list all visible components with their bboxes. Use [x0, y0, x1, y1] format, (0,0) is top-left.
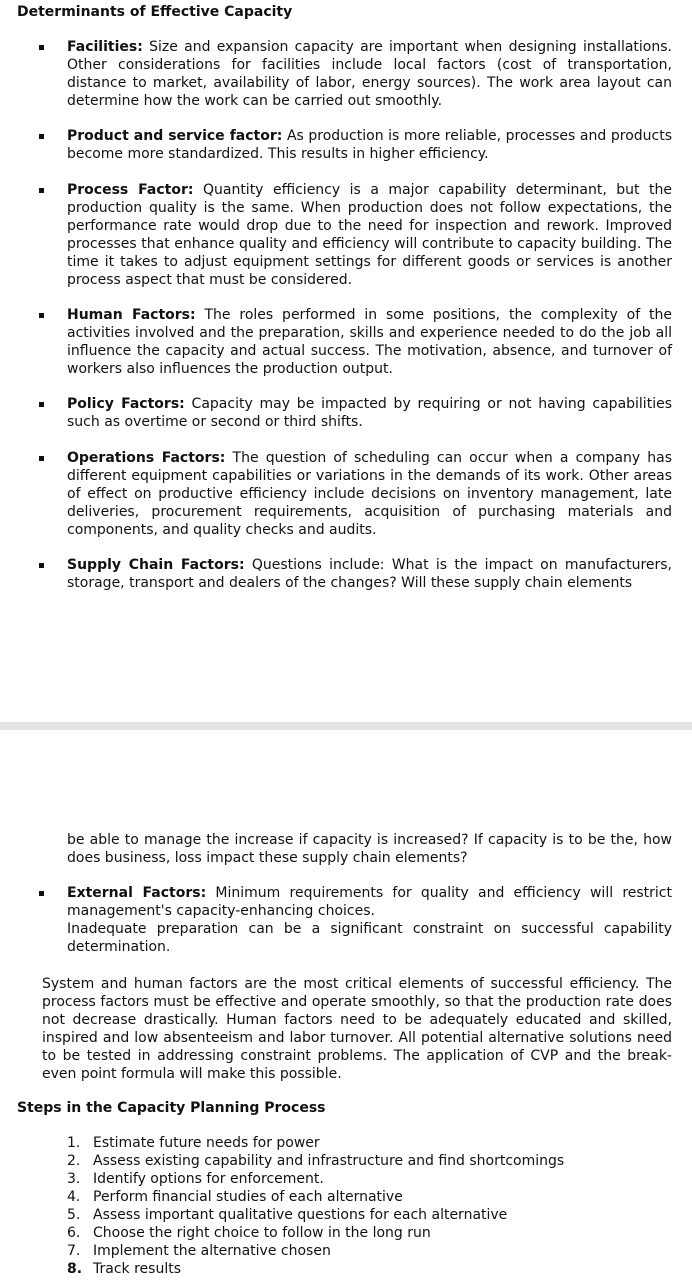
summary-paragraph: System and human factors are the most critical elements of successful efficiency. The process factors must be effective and operate smoothly, so that the production rate does not decrease drastically. Human factors need to be adequately educated and skilled, inspired and low absenteeism and labor turnover. All potential alternative solutions need to be tested in addressing constraint problems. The application of CVP and the break-even point formula will make this possible. — [42, 976, 672, 1082]
item-text: Questions include: What is the impact on manufacturers, storage, transport and dealers of the changes? Will these supply chain elements — [67, 557, 673, 591]
item-term: Product and service factor: — [67, 128, 283, 144]
step-text: Assess important qualitative questions for each alternative — [93, 1207, 508, 1223]
bullet-marker — [39, 402, 44, 407]
item-text: Capacity may be impacted by requiring or not having capabilities such as overtime or second or third shifts. — [67, 396, 672, 430]
bullet-marker — [39, 456, 44, 461]
item-text: The question of scheduling can occur when a company has different equipment capabilities or variations in the demands of its work. Other areas of effect on productive efficiency include decisions on inventory management, late deliveries, procurement requirements, acquisition of purchasing materials and components, and quality checks and audits. — [67, 450, 672, 538]
bullet-marker — [39, 563, 44, 568]
step-text: Choose the right choice to follow in the long run — [93, 1225, 431, 1241]
step-number: 5. — [67, 1207, 81, 1223]
step-item — [67, 1188, 667, 1206]
step-item — [67, 1152, 667, 1170]
bullet-marker — [39, 188, 44, 193]
step-item — [67, 1206, 667, 1224]
item-text: Minimum requirements for quality and efficiency will restrict management's capacity-enhancing choices. — [67, 885, 672, 919]
step-text: Track results — [93, 1261, 181, 1277]
step-number: 4. — [67, 1189, 81, 1205]
step-item — [67, 1260, 667, 1278]
item-term: Policy Factors: — [67, 396, 185, 412]
step-number: 7. — [67, 1243, 81, 1259]
step-number: 1. — [67, 1135, 81, 1151]
item-term: Supply Chain Factors: — [67, 557, 245, 573]
step-text: Identify options for enforcement. — [93, 1171, 324, 1187]
item-term: External Factors: — [67, 885, 207, 901]
step-text: Implement the alternative chosen — [93, 1243, 331, 1259]
bullet-marker — [39, 45, 44, 50]
step-text: Assess existing capability and infrastructure and find shortcomings — [93, 1153, 565, 1169]
step-text: Estimate future needs for power — [93, 1135, 320, 1151]
page-break-divider — [0, 722, 692, 730]
item-term: Process Factor: — [67, 182, 194, 198]
step-item — [67, 1134, 667, 1152]
item-text: The roles performed in some positions, the complexity of the activities involved and the preparation, skills and experience needed to do the job all influence the capacity and actual success. The motivation, absence, and turnover of workers also influences the production output. — [67, 307, 672, 377]
item-text: Size and expansion capacity are important when designing installations. Other considerations for facilities include local factors (cost of transportation, distance to market, availability of labor, energy sources). The work area layout can determine how the work can be carried out smoothly. — [67, 39, 672, 109]
step-number: 6. — [67, 1225, 81, 1241]
item-term: Human Factors: — [67, 307, 196, 323]
section-heading-determinants: Determinants of Effective Capacity — [17, 4, 293, 20]
step-number: 3. — [67, 1171, 81, 1187]
step-item — [67, 1170, 667, 1188]
item-text-2: Inadequate preparation can be a significant constraint on successful capability determination. — [67, 921, 672, 955]
bullet-marker — [39, 891, 44, 896]
step-text: Perform financial studies of each alternative — [93, 1189, 403, 1205]
supply-chain-continuation: be able to manage the increase if capacity is increased? If capacity is to be the, how does business, loss impact these supply chain elements? — [67, 832, 672, 866]
step-item — [67, 1242, 667, 1260]
step-number: 8. — [67, 1261, 83, 1277]
bullet-marker — [39, 313, 44, 318]
item-term: Facilities: — [67, 39, 143, 55]
step-item — [67, 1224, 667, 1242]
item-text: Quantity efficiency is a major capability determinant, but the production quality is the same. When production does not follow expectations, the performance rate would drop due to the need for inspection and rework. Improved processes that enhance quality and efficiency will contribute to capacity building. The time it takes to adjust equipment settings for different goods or services is another process aspect that must be considered. — [67, 182, 673, 288]
document-page-2 — [0, 730, 692, 1280]
steps-list — [67, 1134, 667, 1278]
step-number: 2. — [67, 1153, 81, 1169]
bullet-marker — [39, 134, 44, 139]
item-term: Operations Factors: — [67, 450, 226, 466]
item-text: As production is more reliable, processes and products become more standardized. This results in higher efficiency. — [67, 128, 673, 162]
section-heading-steps: Steps in the Capacity Planning Process — [17, 1100, 326, 1116]
